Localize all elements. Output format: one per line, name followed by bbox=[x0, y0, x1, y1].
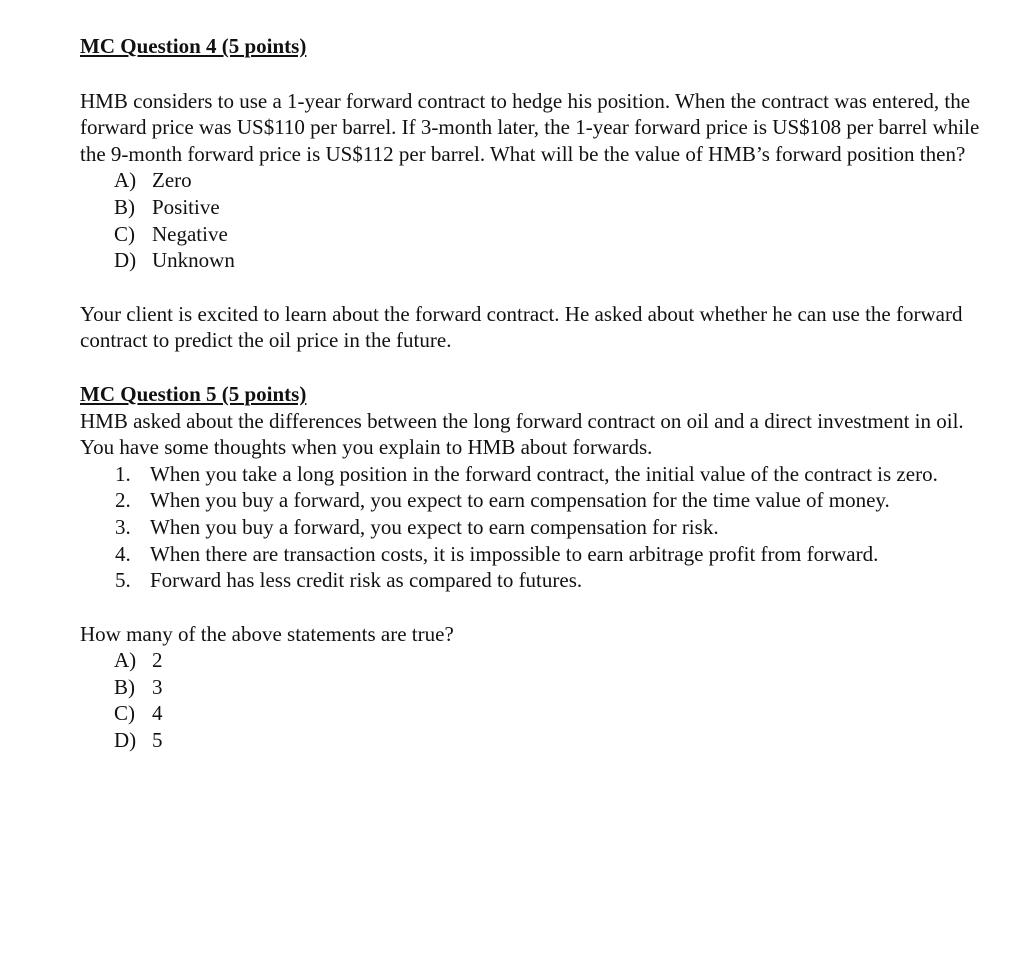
q4-option-d bbox=[80, 247, 980, 274]
q5-title: MC Question 5 (5 points) bbox=[80, 381, 307, 406]
document-page bbox=[80, 33, 980, 754]
option-text: Zero bbox=[152, 168, 192, 193]
option-text: Unknown bbox=[152, 248, 235, 273]
statement-number: 3. bbox=[115, 514, 131, 539]
option-text: 4 bbox=[152, 701, 163, 726]
q5-options bbox=[80, 647, 980, 753]
q5-statements bbox=[80, 461, 980, 594]
option-letter: A) bbox=[114, 168, 137, 193]
option-text: 3 bbox=[152, 674, 163, 699]
statement-number: 1. bbox=[115, 461, 131, 486]
statement-number: 5. bbox=[115, 568, 131, 593]
option-text: Positive bbox=[152, 194, 220, 219]
statement-item bbox=[80, 541, 980, 568]
option-letter: A) bbox=[114, 648, 137, 673]
q4-option-c bbox=[80, 221, 980, 248]
q5-option-a bbox=[80, 647, 980, 674]
statement-text: Forward has less credit risk as compared to futures. bbox=[150, 568, 583, 593]
q5-question: How many of the above statements are true? bbox=[80, 621, 454, 646]
statement-text: When you take a long position in the forward contract, the initial value of the contract is zero. bbox=[150, 461, 938, 486]
statement-number: 4. bbox=[115, 541, 131, 566]
q4-prompt: HMB considers to use a 1-year forward contract to hedge his position. When the contract was entered, the forward price was US$110 per barrel. If 3-month later, the 1-year forward price is US$108 per barrel while the 9-month forward price is US$112 per barrel. What will be the value of HMB’s forward position then? bbox=[80, 88, 980, 166]
option-letter: B) bbox=[114, 674, 135, 699]
q4-option-b bbox=[80, 194, 980, 221]
q5-option-b bbox=[80, 674, 980, 701]
option-letter: C) bbox=[114, 221, 135, 246]
q4-title: MC Question 4 (5 points) bbox=[80, 34, 307, 58]
option-text: 5 bbox=[152, 728, 163, 753]
statement-text: When you buy a forward, you expect to earn compensation for the time value of money. bbox=[150, 488, 890, 513]
q4-option-a bbox=[80, 167, 980, 194]
option-letter: B) bbox=[114, 194, 135, 219]
option-text: 2 bbox=[152, 648, 163, 673]
option-letter: D) bbox=[114, 728, 137, 753]
q5-prompt: HMB asked about the differences between the long forward contract on oil and a direct investment in oil. You have some thoughts when you explain to HMB about forwards. bbox=[80, 408, 964, 460]
q5-option-c bbox=[80, 700, 980, 727]
statement-item bbox=[80, 514, 980, 541]
statement-text: When there are transaction costs, it is impossible to earn arbitrage profit from forward. bbox=[150, 541, 879, 566]
statement-number: 2. bbox=[115, 488, 131, 513]
statement-item bbox=[80, 567, 980, 594]
q5-option-d bbox=[80, 727, 980, 754]
statement-item bbox=[80, 461, 980, 488]
statement-item bbox=[80, 487, 980, 514]
option-letter: C) bbox=[114, 701, 135, 726]
option-letter: D) bbox=[114, 248, 137, 273]
q4-options bbox=[80, 167, 980, 273]
option-text: Negative bbox=[152, 221, 228, 246]
interlude-paragraph: Your client is excited to learn about the forward contract. He asked about whether he can use the forward contract to predict the oil price in the future. bbox=[80, 301, 963, 353]
statement-text: When you buy a forward, you expect to earn compensation for risk. bbox=[150, 514, 719, 539]
